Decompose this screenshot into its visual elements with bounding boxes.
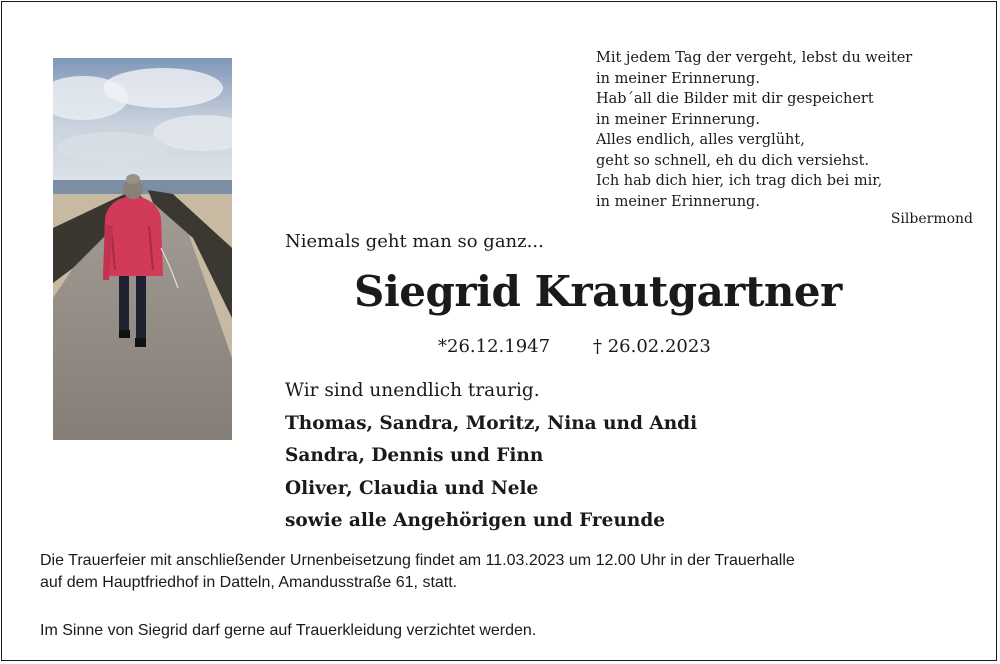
mourners bbox=[285, 375, 697, 538]
mourners-line: Sandra, Dennis und Finn bbox=[285, 445, 544, 466]
funeral-notice-line: Die Trauerfeier mit anschließender Urnenbeisetzung findet am 11.03.2023 um 12.00 Uhr in der Trauerhalle bbox=[40, 552, 795, 569]
obituary-notice bbox=[1, 1, 997, 661]
poem-line: Ich hab dich hier, ich trag dich bei mir, bbox=[596, 173, 883, 189]
poem-line: in meiner Erinnerung. bbox=[596, 111, 760, 128]
poem-line: in meiner Erinnerung. bbox=[596, 70, 760, 87]
funeral-notice bbox=[40, 550, 980, 594]
motto: Niemals geht man so ganz... bbox=[285, 231, 544, 252]
poem-line: in meiner Erinnerung. bbox=[596, 193, 760, 210]
poem bbox=[596, 48, 986, 212]
mourners-line: Thomas, Sandra, Moritz, Nina und Andi bbox=[285, 412, 698, 434]
death-date: † 26.02.2023 bbox=[593, 336, 711, 357]
funeral-notice-line: auf dem Hauptfriedhof in Datteln, Amandusstraße 61, statt. bbox=[40, 574, 458, 591]
poem-line: Hab´all die Bilder mit dir gespeichert bbox=[596, 91, 874, 107]
memorial-photo bbox=[53, 58, 232, 440]
poem-line: Alles endlich, alles verglüht, bbox=[596, 132, 805, 148]
poem-author: Silbermond bbox=[890, 211, 973, 227]
mourners-line: Oliver, Claudia und Nele bbox=[285, 477, 539, 499]
poem-line: geht so schnell, eh du dich versiehst. bbox=[596, 152, 870, 169]
mourners-intro: Wir sind unendlich traurig. bbox=[285, 380, 540, 401]
dress-code-notice: Im Sinne von Siegrid darf gerne auf Trauerkleidung verzichtet werden. bbox=[40, 622, 537, 639]
deceased-name: Siegrid Krautgartner bbox=[354, 267, 842, 316]
birth-date: *26.12.1947 bbox=[438, 336, 551, 357]
mourners-line: sowie alle Angehörigen und Freunde bbox=[285, 510, 666, 531]
poem-line: Mit jedem Tag der vergeht, lebst du weiter bbox=[596, 50, 913, 66]
